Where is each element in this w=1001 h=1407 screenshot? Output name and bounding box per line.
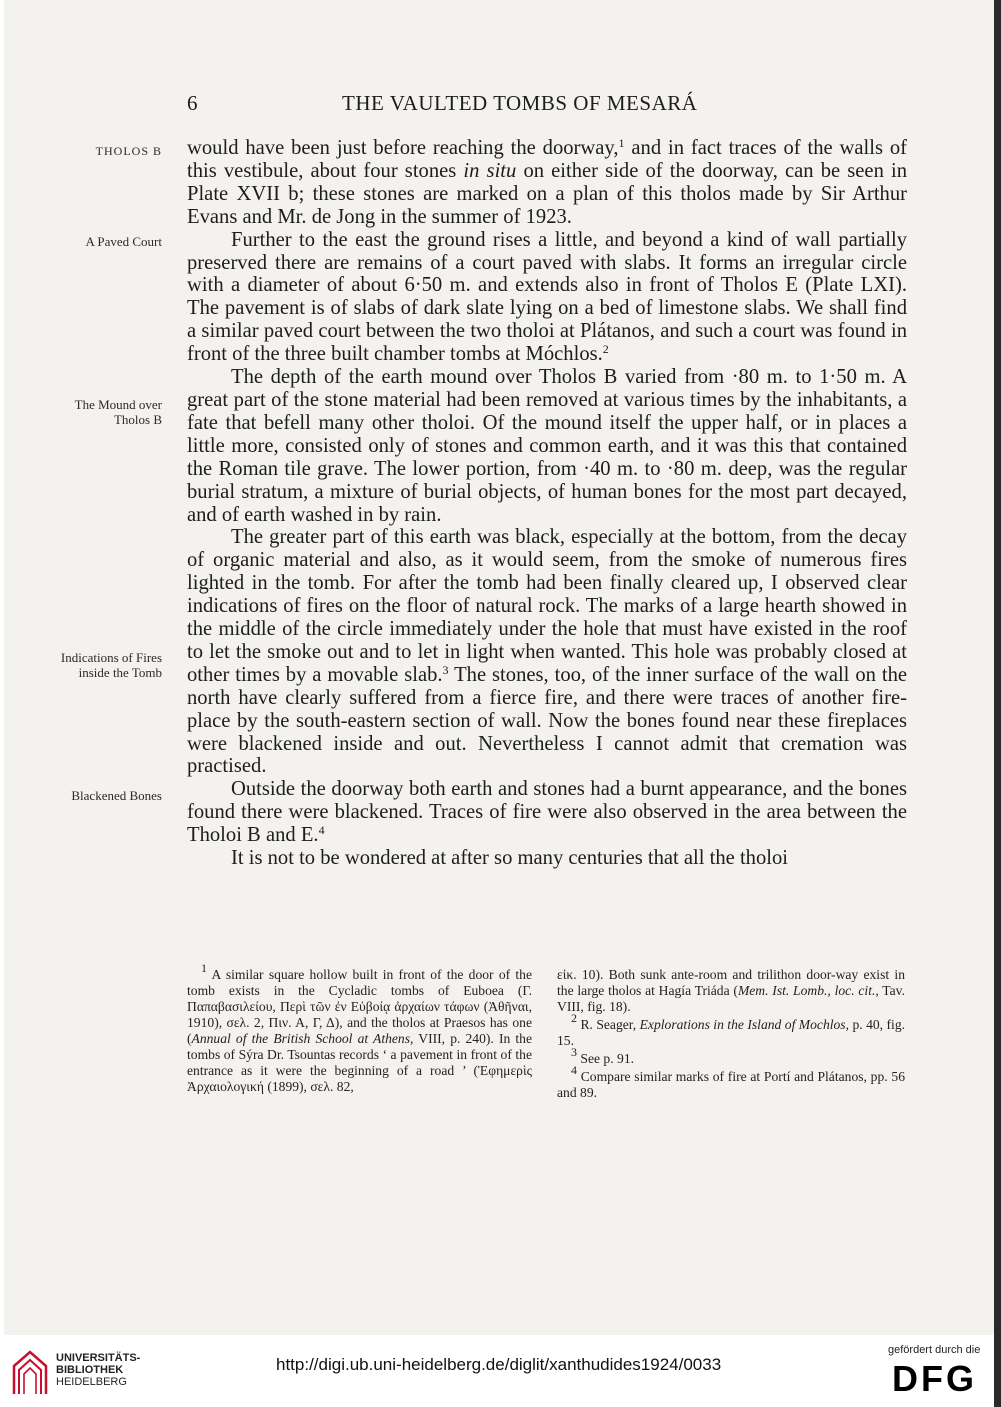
footnote-ref-4[interactable]: 4 (318, 823, 325, 838)
paragraph-4: The greater part of this earth was black, especially at the bottom, from the decay of organic material and also, as it would seem, from the smoke of numerous fires lighted in the tomb. For after the tomb had been finally cleared up, I observed clear indications of fires on the floor of natural rock. The marks of a large hearth showed in the middle of the circle immediately under the hole that must have existed in the roof to let the smoke out and to let in light when wanted. This hole was probably closed at other times by a movable slab.$^3$ The stones, too, of the inner surface of the wall on the north have clearly suffered from a fierce fire, and there were traces of another fire-place by the south-eastern section of wall. Now the bones found near these fireplaces were blackened inside and out. Nevertheless I cannot admit that cremation was practised. (187, 526, 908, 778)
library-name-line3: HEIDELBERG (56, 1376, 127, 1388)
funded-by-label: gefördert durch die (888, 1344, 981, 1356)
footnote-1: $^1$ A similar square hollow built in front of the door of the tomb exists in the Cycladic tombs of Euboea (Γ. Παπαβασιλείου, Περὶ τῶν ἐν Εὐβοίᾳ ἀρχαίων τάφων (Ἀθῆναι, 1910), σελ. 2, Πιν. Α, Γ, Δ), and the tholos at Praesos has one (Annual of the British School at Athens, VIII, p. 240). In the tombs of Sýra Dr. Tsountas records ‘ a pavement in front of the entrance as it were the beginning of a road ’ (Ἐφημερὶς Ἀρχαιολογική (1899), σελ. 82, (187, 961, 532, 1094)
margin-note-mound (75, 397, 162, 427)
paragraph-5: Outside the doorway both earth and stones had a burnt appearance, and the bones found there were blackened. Traces of fire were also observed in the area between the Tholoi B and E.$^4$ (187, 778, 907, 847)
page-scan (4, 0, 994, 1335)
footnotes-right-column (557, 967, 905, 1101)
scan-edge (994, 0, 1001, 1407)
footnote-3: $^3$ See p. 91. (571, 1045, 635, 1066)
footnote-ref-3[interactable]: 3 (442, 662, 449, 677)
margin-note-tholos-b: THOLOS B (95, 144, 162, 158)
paragraph-3: The depth of the earth mound over Tholos B varied from ·80 m. to 1·50 m. A great part of the stone material had been removed at various times by the inhabitants, a fate that befell many other tholoi. Of the mound itself the upper half, or in places a little more, consisted only of stones and common earth, and it was this that contained the Roman tile grave. The lower portion, from ·40 m. to ·80 m. deep, was the regular burial stratum, a mixture of burial objects, of human bones for the most part decayed, and of earth washed in by rain. (187, 366, 907, 526)
library-name (56, 1352, 140, 1388)
permalink-url[interactable]: http://digi.ub.uni-heidelberg.de/diglit/xanthudides1924/0033 (276, 1355, 722, 1374)
footnote-ref-1[interactable]: 1 (618, 136, 625, 150)
footnote-4: $^4$ Compare similar marks of fire at Portí and Plátanos, pp. 56 and 89. (557, 1063, 905, 1100)
library-name-line1: UNIVERSITÄTS- (56, 1352, 141, 1364)
margin-note-mound-line2: Tholos B (113, 412, 162, 427)
paragraph-1: would have been just before reaching the doorway,$^1$ and in fact traces of the walls of this vestibule, about four stones in situ on either side of the doorway, can be seen in Plate XVII b; these stones are marked on a plan of this tholos made by Sir Arthur Evans and Mr. de Jong in the summer of 1923. (187, 136, 908, 228)
footnotes-left-column (187, 961, 532, 1095)
footnote-1-continued: εἰκ. 10). Both sunk ante-room and trilithon door-way exist in the large tholos at Hagía Triáda (Mem. Ist. Lomb., loc. cit., Tav. VIII, fig. 18). (557, 967, 905, 1014)
margin-note-bones: Blackened Bones (71, 788, 162, 803)
paragraph-6: It is not to be wondered at after so many centuries that all the tholoi (231, 847, 789, 870)
dfg-logo[interactable]: DFG (892, 1358, 977, 1399)
margin-note-fires (61, 650, 162, 680)
paragraph-2: Further to the east the ground rises a little, and beyond a kind of wall partially preserved there are remains of a court paved with slabs. It forms an irregular circle with a diameter of about 6·50 m. and extends also in front of Tholos E (Plate LXI). The pavement is of slabs of dark slate lying on a bed of limestone slabs. We shall find a similar paved court between the two tholoi at Plátanos, and such a court was found in front of the three built chamber tombs at Móchlos.$^2$ (187, 228, 907, 366)
margin-note-fires-line2: inside the Tomb (78, 665, 162, 680)
footnote-2: $^2$ R. Seager, Explorations in the Island of Mochlos, p. 40, fig. 15. (557, 1011, 906, 1048)
page-title: THE VAULTED TOMBS OF MESARÁ (342, 91, 698, 115)
margin-note-paved-court: A Paved Court (85, 234, 162, 249)
running-header (4, 91, 994, 115)
university-library-logo-icon[interactable] (10, 1348, 50, 1396)
margin-note-fires-line1: Indications of Fires (60, 650, 162, 665)
main-text (187, 137, 907, 870)
margin-note-mound-line1: The Mound over (74, 397, 162, 412)
page-number: 6 (187, 91, 198, 115)
library-name-line2: BIBLIOTHEK (56, 1364, 124, 1376)
footnote-ref-2[interactable]: 2 (602, 342, 609, 357)
